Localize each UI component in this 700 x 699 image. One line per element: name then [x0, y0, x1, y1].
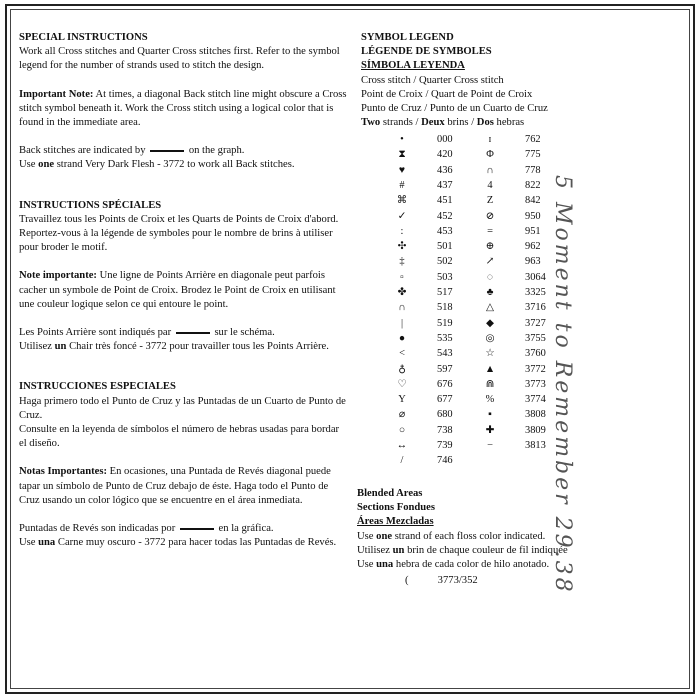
blended-en	[357, 530, 657, 544]
legend-symbol: |	[400, 317, 404, 329]
es-heading: INSTRUCCIONES ESPECIALES	[19, 381, 176, 393]
legend-floss-number: 437	[437, 179, 453, 191]
es-back-c1: Use	[19, 537, 36, 549]
legend-floss-number: 3760	[525, 348, 546, 360]
legend-floss-number: 951	[525, 225, 541, 237]
legend-row	[481, 132, 565, 147]
es-back-stitch	[19, 522, 349, 550]
es-back-bold: una	[38, 537, 56, 549]
legend-symbol: ⧗	[398, 149, 406, 161]
legend-row	[393, 362, 477, 377]
legend-floss-number: 3716	[525, 302, 546, 314]
legend-floss-number: 518	[437, 302, 453, 314]
strands-deux: Deux	[421, 117, 445, 129]
legend-symbol: ◎	[485, 332, 495, 344]
legend-floss-number: 3808	[525, 409, 546, 421]
fr-heading: INSTRUCTIONS SPÉCIALES	[19, 199, 162, 211]
strands-word-es: hebras	[496, 117, 525, 129]
fr-note-text: Une ligne de Points Arrière en diagonale peut parfois cacher un symbole de Point de Croix. Brodez le Point de Croix en utilisant une couleur logique selon ce qui entoure le point.	[19, 270, 336, 310]
legend-row	[481, 147, 565, 162]
blended-entry-symbol: (	[405, 575, 409, 587]
legend-symbol: ⌘	[396, 195, 408, 207]
legend-floss-number: 775	[525, 149, 541, 161]
legend-symbol: Y	[398, 394, 406, 406]
legend-row	[393, 254, 477, 269]
blended-en-bold: one	[376, 530, 393, 542]
legend-row	[393, 163, 477, 178]
legend-symbol: ♁	[398, 363, 406, 375]
legend-row	[393, 224, 477, 239]
blended-entry	[357, 574, 657, 588]
legend-symbol: •	[400, 134, 404, 145]
legend-floss-number: 3727	[525, 317, 546, 329]
legend-floss-number: 502	[437, 256, 453, 268]
strands-two: Two	[361, 117, 381, 129]
legend-floss-number: 453	[437, 225, 453, 237]
legend-symbol: ♣	[486, 287, 494, 298]
legend-floss-number: 739	[437, 440, 453, 451]
legend-floss-number: 597	[437, 363, 453, 375]
legend-floss-number: 3325	[525, 287, 546, 298]
legend-symbol: #	[399, 179, 405, 191]
legend-floss-number: 3809	[525, 424, 546, 436]
legend-floss-number: 746	[437, 455, 453, 467]
legend-title-en: SYMBOL LEGEND	[361, 32, 454, 43]
legend-row	[393, 239, 477, 254]
es-note-label: Notas Importantes:	[19, 466, 107, 478]
legend-symbol: ⌀	[398, 409, 406, 421]
legend-floss-number: 517	[437, 287, 453, 298]
legend-floss-number: 962	[525, 241, 541, 253]
legend-floss-number: 738	[437, 424, 453, 436]
legend-strands	[361, 116, 661, 130]
blended-en-b: strand of each floss color indicated.	[394, 530, 546, 542]
legend-title-fr: LÉGENDE DE SYMBOLES	[361, 46, 492, 58]
fr-back-bold: un	[54, 341, 67, 353]
legend-symbol: /	[400, 455, 404, 467]
legend-line-2: Point de Croix / Quart de Point de Croix	[361, 88, 533, 100]
legend-symbol: <	[399, 348, 405, 360]
legend-floss-number: 676	[437, 378, 453, 390]
handwritten-annotation: 5 Moment to Remember 29.38	[550, 175, 575, 595]
es-note-text: En ocasiones, una Puntada de Revés diagonal puede tapar un símbolo de Punto de Cruz debajo de éste. Haga todo el Punto de Cruz usando un color lógico que se encuentre en el área inmediata.	[19, 466, 331, 506]
legend-row	[393, 377, 477, 392]
legend-floss-number: 842	[525, 195, 541, 207]
strands-word-en: strands /	[382, 117, 419, 129]
legend-symbol: −	[487, 440, 493, 451]
back-stitch-line-sample	[180, 528, 214, 530]
legend-symbol: ↗	[485, 256, 495, 268]
en-note-text: At times, a diagonal Back stitch line might obscure a Cross stitch symbol beneath it. Work the Cross stitch using a logical color that is found in the immediate area.	[19, 88, 347, 129]
legend-symbol: ▲	[484, 363, 496, 375]
legend-symbol: ✤	[397, 287, 407, 298]
fr-paragraph-2: Reportez-vous à la légende de symboles pour le nombre de brins à utiliser pour broder le motif.	[19, 228, 333, 254]
legend-symbol: ☆	[485, 348, 495, 360]
legend-symbol: =	[487, 225, 493, 237]
en-note-label: Important Note:	[19, 88, 94, 100]
en-important-note	[19, 88, 349, 131]
fr-back-c2: Chair très foncé - 3772 pour travailler tous les Points Arrière.	[69, 341, 329, 353]
legend-floss-number: 950	[525, 210, 541, 222]
blended-fr-b: brin de chaque couleur de fil indiquée	[407, 544, 568, 556]
legend-floss-number: 3064	[525, 271, 546, 283]
legend-row	[393, 147, 477, 162]
blended-fr-a: Utilisez	[357, 544, 390, 556]
strands-dos: Dos	[476, 117, 494, 129]
blended-es	[357, 558, 657, 572]
legend-floss-number: 501	[437, 241, 453, 253]
legend-line-1: Cross stitch / Quarter Cross stitch	[361, 74, 504, 86]
en-back-b: on the graph.	[188, 145, 245, 157]
fr-back-stitch	[19, 326, 349, 354]
blended-title-fr: Sections Fondues	[357, 502, 435, 514]
legend-floss-number: 680	[437, 409, 453, 421]
legend-symbol: ✣	[397, 241, 407, 253]
legend-row	[393, 178, 477, 193]
legend-floss-number: 436	[437, 164, 453, 176]
blended-es-b: hebra de cada color de hilo anotado.	[395, 559, 550, 571]
legend-row	[393, 346, 477, 361]
legend-floss-number: 762	[525, 134, 541, 145]
legend-floss-number: 778	[525, 164, 541, 176]
instructions-column	[19, 31, 349, 564]
legend-floss-number: 677	[437, 394, 453, 406]
blended-title-en: Blended Areas	[357, 488, 423, 499]
legend-row	[393, 316, 477, 331]
legend-floss-number: 535	[437, 332, 453, 344]
es-back-b: en la gráfica.	[218, 523, 274, 535]
legend-symbol: :	[400, 225, 404, 237]
legend-row	[393, 285, 477, 300]
legend-symbol: %	[485, 394, 495, 406]
blended-areas	[357, 487, 657, 588]
legend-row	[393, 331, 477, 346]
legend-row	[393, 392, 477, 407]
legend-row	[393, 132, 477, 147]
es-paragraph-1: Haga primero todo el Punto de Cruz y las Puntadas de un Cuarto de Punto de Cruz.	[19, 395, 346, 421]
legend-symbol: ▫	[400, 271, 404, 283]
en-back-c1: Use	[19, 159, 36, 171]
legend-symbol: Z	[486, 195, 494, 207]
legend-symbol: ∩	[398, 302, 406, 314]
en-back-c2: strand Very Dark Flesh - 3772 to work all Back stitches.	[56, 159, 295, 171]
legend-symbol: ●	[398, 332, 406, 344]
en-back-stitch	[19, 144, 349, 172]
legend-floss-number: 452	[437, 210, 453, 222]
legend-floss-number: 519	[437, 317, 453, 329]
blended-title-es: Áreas Mezcladas	[357, 516, 434, 528]
legend-title-es: SÍMBOLA LEYENDA	[361, 60, 465, 72]
es-paragraph-2: Consulte en la leyenda de símbolos el número de hebras usadas para bordar el diseño.	[19, 424, 340, 450]
blended-entry-number: 3773/352	[437, 575, 478, 587]
legend-symbol: Φ	[486, 149, 494, 161]
legend-floss-number: 822	[525, 179, 541, 191]
legend-floss-number: 3813	[525, 440, 546, 451]
back-stitch-line-sample	[176, 332, 210, 334]
legend-line-3: Punto de Cruz / Punto de un Cuarto de Cruz	[361, 103, 548, 115]
legend-symbol: ◌	[486, 271, 494, 283]
legend-symbol: 4	[487, 179, 493, 191]
blended-fr-bold: un	[392, 544, 405, 556]
en-back-bold: one	[38, 159, 55, 171]
legend-symbol: ↔	[396, 440, 408, 451]
legend-floss-number: 503	[437, 271, 453, 283]
legend-row	[393, 270, 477, 285]
legend-row	[393, 209, 477, 224]
legend-symbol: ◆	[486, 317, 494, 329]
legend-floss-number: 3774	[525, 394, 546, 406]
legend-symbol: ♡	[397, 378, 407, 390]
legend-symbol: ♥	[398, 164, 406, 176]
legend-floss-number: 963	[525, 256, 541, 268]
fr-back-a: Les Points Arrière sont indiqués par	[19, 327, 172, 339]
legend-symbol: ɪ	[488, 134, 492, 145]
legend-floss-number: 420	[437, 149, 453, 161]
en-heading: SPECIAL INSTRUCTIONS	[19, 32, 148, 43]
back-stitch-line-sample	[150, 150, 184, 152]
legend-row	[393, 438, 477, 453]
fr-back-b: sur le schéma.	[214, 327, 275, 339]
legend-floss-number: 451	[437, 195, 453, 207]
legend-symbol: ⋒	[485, 378, 495, 390]
legend-symbol: △	[486, 302, 494, 314]
legend-header	[361, 31, 661, 130]
legend-row	[393, 423, 477, 438]
blended-es-bold: una	[376, 559, 394, 571]
legend-floss-number: 3772	[525, 363, 546, 375]
legend-floss-number: 3755	[525, 332, 546, 344]
legend-symbol: ▪	[488, 409, 492, 421]
legend-floss-number: 3773	[525, 378, 546, 390]
legend-symbol: ‡	[399, 256, 405, 268]
legend-symbol: ✓	[397, 210, 407, 222]
legend-symbol: ○	[398, 424, 406, 436]
en-back-a: Back stitches are indicated by	[19, 145, 146, 157]
es-important-note	[19, 465, 349, 508]
legend-row	[393, 453, 477, 468]
en-paragraph-1: Work all Cross stitches and Quarter Cross stitches first. Refer to the symbol legend for the number of strands used to stitch the design.	[19, 46, 340, 72]
legend-floss-number: 000	[437, 134, 453, 145]
fr-paragraph-1: Travaillez tous les Points de Croix et les Quarts de Points de Croix d'abord.	[19, 213, 339, 225]
blended-fr	[357, 544, 657, 558]
legend-symbol: ✚	[485, 424, 495, 436]
legend-symbol: ∩	[486, 164, 494, 176]
legend-row	[393, 407, 477, 422]
legend-symbol: ⊘	[485, 210, 495, 222]
strands-word-fr: brins /	[447, 117, 475, 129]
es-back-a: Puntadas de Revés son indicadas por	[19, 523, 176, 535]
es-back-c2: Carne muy oscuro - 3772 para hacer todas las Puntadas de Revés.	[57, 537, 337, 549]
fr-important-note	[19, 269, 349, 312]
legend-row	[393, 193, 477, 208]
legend-row	[393, 300, 477, 315]
fr-back-c1: Utilisez	[19, 341, 52, 353]
fr-note-label: Note importante:	[19, 270, 97, 282]
blended-en-a: Use	[357, 530, 374, 542]
blended-es-a: Use	[357, 559, 374, 571]
legend-symbol: ⊕	[485, 241, 495, 253]
legend-floss-number: 543	[437, 348, 453, 360]
